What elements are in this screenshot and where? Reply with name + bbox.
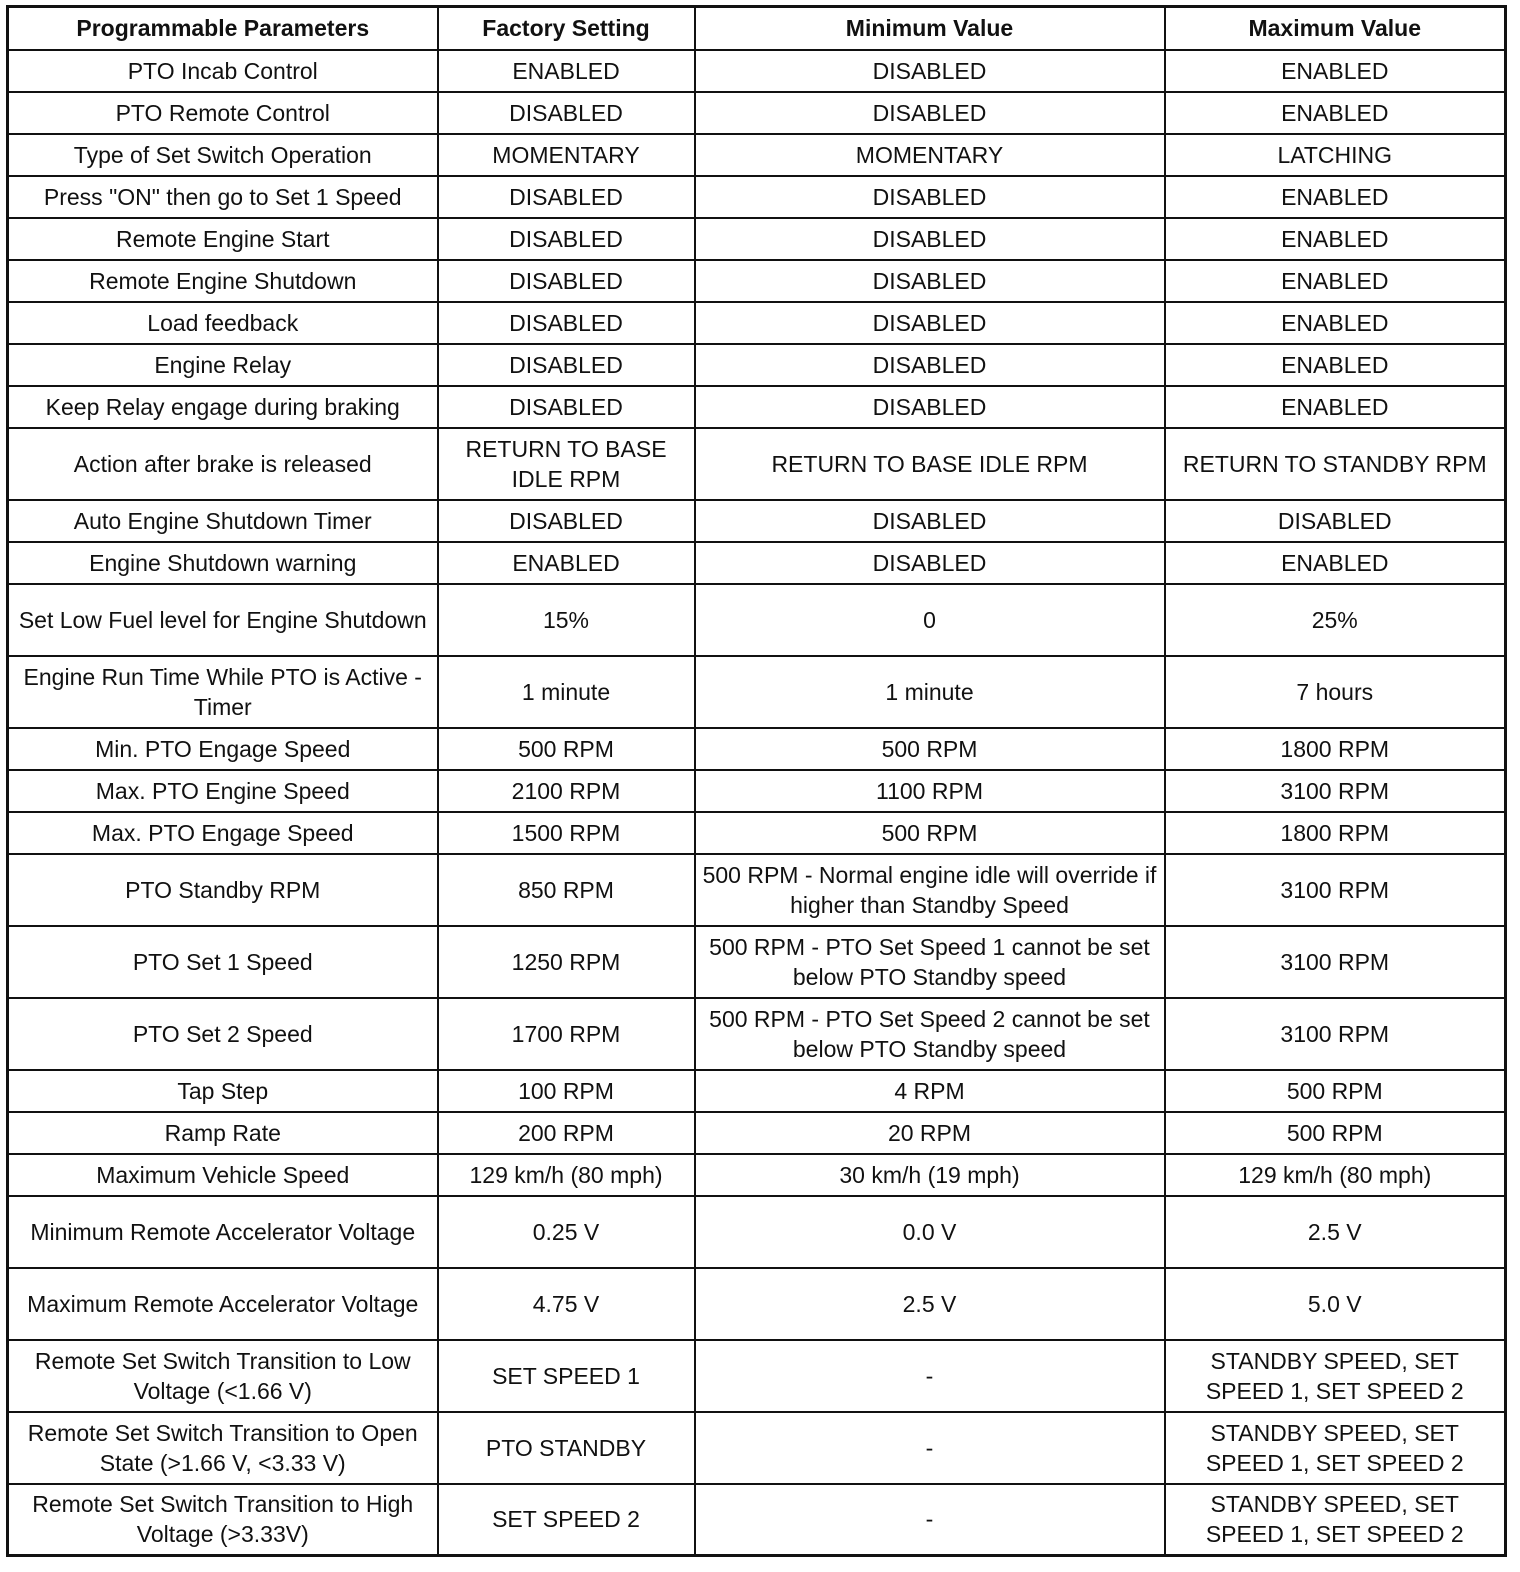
cell-minimum-value: DISABLED — [695, 344, 1165, 386]
cell-minimum-value: 500 RPM — [695, 812, 1165, 854]
cell-minimum-value: 1100 RPM — [695, 770, 1165, 812]
cell-parameter: PTO Remote Control — [8, 92, 438, 134]
cell-factory-setting: DISABLED — [438, 176, 695, 218]
cell-parameter: Keep Relay engage during braking — [8, 386, 438, 428]
table-row — [8, 926, 1506, 998]
cell-maximum-value: 1800 RPM — [1165, 812, 1506, 854]
cell-minimum-value: DISABLED — [695, 92, 1165, 134]
cell-maximum-value: ENABLED — [1165, 344, 1506, 386]
cell-parameter: Min. PTO Engage Speed — [8, 728, 438, 770]
cell-factory-setting: 1 minute — [438, 656, 695, 728]
cell-maximum-value: 3100 RPM — [1165, 998, 1506, 1070]
table-row — [8, 386, 1506, 428]
cell-maximum-value: ENABLED — [1165, 386, 1506, 428]
cell-parameter: Auto Engine Shutdown Timer — [8, 500, 438, 542]
parameter-table-container — [6, 5, 1504, 1557]
cell-maximum-value: ENABLED — [1165, 260, 1506, 302]
table-row — [8, 92, 1506, 134]
header-minimum-value: Minimum Value — [695, 7, 1165, 50]
cell-maximum-value: 129 km/h (80 mph) — [1165, 1154, 1506, 1196]
cell-maximum-value: 3100 RPM — [1165, 926, 1506, 998]
table-row — [8, 542, 1506, 584]
cell-parameter: Ramp Rate — [8, 1112, 438, 1154]
cell-minimum-value: DISABLED — [695, 176, 1165, 218]
cell-factory-setting: DISABLED — [438, 500, 695, 542]
cell-parameter: Minimum Remote Accelerator Voltage — [8, 1196, 438, 1268]
table-row — [8, 134, 1506, 176]
cell-factory-setting: 1500 RPM — [438, 812, 695, 854]
table-row — [8, 500, 1506, 542]
cell-factory-setting: 129 km/h (80 mph) — [438, 1154, 695, 1196]
cell-maximum-value: ENABLED — [1165, 302, 1506, 344]
cell-minimum-value: 2.5 V — [695, 1268, 1165, 1340]
cell-factory-setting: ENABLED — [438, 50, 695, 92]
cell-maximum-value: STANDBY SPEED, SET SPEED 1, SET SPEED 2 — [1165, 1484, 1506, 1556]
cell-maximum-value: STANDBY SPEED, SET SPEED 1, SET SPEED 2 — [1165, 1340, 1506, 1412]
cell-factory-setting: DISABLED — [438, 260, 695, 302]
cell-maximum-value: RETURN TO STANDBY RPM — [1165, 428, 1506, 500]
table-row — [8, 1154, 1506, 1196]
cell-factory-setting: 15% — [438, 584, 695, 656]
cell-factory-setting: 0.25 V — [438, 1196, 695, 1268]
table-row — [8, 344, 1506, 386]
cell-factory-setting: 1700 RPM — [438, 998, 695, 1070]
table-row — [8, 728, 1506, 770]
table-row — [8, 1484, 1506, 1556]
table-row — [8, 428, 1506, 500]
cell-factory-setting: DISABLED — [438, 386, 695, 428]
cell-factory-setting: 4.75 V — [438, 1268, 695, 1340]
cell-maximum-value: ENABLED — [1165, 218, 1506, 260]
cell-parameter: Remote Engine Shutdown — [8, 260, 438, 302]
cell-parameter: Press "ON" then go to Set 1 Speed — [8, 176, 438, 218]
cell-parameter: Set Low Fuel level for Engine Shutdown — [8, 584, 438, 656]
cell-minimum-value: 4 RPM — [695, 1070, 1165, 1112]
table-row — [8, 1196, 1506, 1268]
cell-factory-setting: MOMENTARY — [438, 134, 695, 176]
cell-parameter: PTO Incab Control — [8, 50, 438, 92]
cell-maximum-value: ENABLED — [1165, 50, 1506, 92]
cell-parameter: PTO Standby RPM — [8, 854, 438, 926]
cell-parameter: Engine Run Time While PTO is Active - Timer — [8, 656, 438, 728]
cell-minimum-value: - — [695, 1484, 1165, 1556]
cell-factory-setting: ENABLED — [438, 542, 695, 584]
cell-factory-setting: SET SPEED 1 — [438, 1340, 695, 1412]
table-header-row — [8, 7, 1506, 50]
cell-maximum-value: 1800 RPM — [1165, 728, 1506, 770]
cell-parameter: Remote Set Switch Transition to Open State (>1.66 V, <3.33 V) — [8, 1412, 438, 1484]
cell-minimum-value: 500 RPM — [695, 728, 1165, 770]
cell-maximum-value: ENABLED — [1165, 92, 1506, 134]
cell-maximum-value: 500 RPM — [1165, 1070, 1506, 1112]
cell-parameter: Max. PTO Engine Speed — [8, 770, 438, 812]
cell-minimum-value: DISABLED — [695, 50, 1165, 92]
cell-parameter: Remote Set Switch Transition to High Voltage (>3.33V) — [8, 1484, 438, 1556]
cell-factory-setting: 100 RPM — [438, 1070, 695, 1112]
table-row — [8, 812, 1506, 854]
cell-parameter: Type of Set Switch Operation — [8, 134, 438, 176]
cell-minimum-value: DISABLED — [695, 386, 1165, 428]
cell-minimum-value: 0 — [695, 584, 1165, 656]
cell-parameter: Tap Step — [8, 1070, 438, 1112]
table-row — [8, 584, 1506, 656]
cell-factory-setting: 850 RPM — [438, 854, 695, 926]
header-parameter: Programmable Parameters — [8, 7, 438, 50]
table-row — [8, 656, 1506, 728]
cell-maximum-value: STANDBY SPEED, SET SPEED 1, SET SPEED 2 — [1165, 1412, 1506, 1484]
cell-parameter: PTO Set 2 Speed — [8, 998, 438, 1070]
cell-minimum-value: DISABLED — [695, 218, 1165, 260]
cell-factory-setting: DISABLED — [438, 218, 695, 260]
header-maximum-value: Maximum Value — [1165, 7, 1506, 50]
cell-maximum-value: 25% — [1165, 584, 1506, 656]
cell-factory-setting: 500 RPM — [438, 728, 695, 770]
cell-maximum-value: 3100 RPM — [1165, 854, 1506, 926]
table-row — [8, 1070, 1506, 1112]
cell-maximum-value: LATCHING — [1165, 134, 1506, 176]
table-row — [8, 260, 1506, 302]
cell-maximum-value: ENABLED — [1165, 176, 1506, 218]
cell-minimum-value: 1 minute — [695, 656, 1165, 728]
table-row — [8, 1112, 1506, 1154]
cell-parameter: Maximum Remote Accelerator Voltage — [8, 1268, 438, 1340]
cell-minimum-value: 500 RPM - PTO Set Speed 2 cannot be set below PTO Standby speed — [695, 998, 1165, 1070]
cell-factory-setting: PTO STANDBY — [438, 1412, 695, 1484]
cell-maximum-value: 5.0 V — [1165, 1268, 1506, 1340]
table-body — [8, 50, 1506, 1556]
table-row — [8, 218, 1506, 260]
cell-minimum-value: DISABLED — [695, 302, 1165, 344]
cell-minimum-value: 500 RPM - PTO Set Speed 1 cannot be set below PTO Standby speed — [695, 926, 1165, 998]
cell-factory-setting: 1250 RPM — [438, 926, 695, 998]
cell-maximum-value: 500 RPM — [1165, 1112, 1506, 1154]
cell-minimum-value: 500 RPM - Normal engine idle will override if higher than Standby Speed — [695, 854, 1165, 926]
cell-parameter: Load feedback — [8, 302, 438, 344]
table-row — [8, 176, 1506, 218]
table-row — [8, 770, 1506, 812]
cell-maximum-value: 3100 RPM — [1165, 770, 1506, 812]
cell-parameter: Engine Relay — [8, 344, 438, 386]
cell-parameter: Max. PTO Engage Speed — [8, 812, 438, 854]
table-row — [8, 50, 1506, 92]
cell-minimum-value: 30 km/h (19 mph) — [695, 1154, 1165, 1196]
table-row — [8, 302, 1506, 344]
cell-factory-setting: RETURN TO BASE IDLE RPM — [438, 428, 695, 500]
table-row — [8, 998, 1506, 1070]
cell-minimum-value: - — [695, 1340, 1165, 1412]
cell-parameter: Remote Engine Start — [8, 218, 438, 260]
cell-minimum-value: DISABLED — [695, 260, 1165, 302]
cell-minimum-value: 20 RPM — [695, 1112, 1165, 1154]
table-row — [8, 1340, 1506, 1412]
cell-minimum-value: - — [695, 1412, 1165, 1484]
cell-factory-setting: 200 RPM — [438, 1112, 695, 1154]
cell-parameter: Remote Set Switch Transition to Low Voltage (<1.66 V) — [8, 1340, 438, 1412]
table-row — [8, 1268, 1506, 1340]
cell-parameter: Maximum Vehicle Speed — [8, 1154, 438, 1196]
programmable-parameters-table — [6, 5, 1507, 1557]
cell-factory-setting: DISABLED — [438, 344, 695, 386]
cell-parameter: Engine Shutdown warning — [8, 542, 438, 584]
table-row — [8, 854, 1506, 926]
table-row — [8, 1412, 1506, 1484]
cell-minimum-value: DISABLED — [695, 542, 1165, 584]
cell-maximum-value: 7 hours — [1165, 656, 1506, 728]
header-factory-setting: Factory Setting — [438, 7, 695, 50]
cell-factory-setting: SET SPEED 2 — [438, 1484, 695, 1556]
cell-minimum-value: MOMENTARY — [695, 134, 1165, 176]
cell-maximum-value: DISABLED — [1165, 500, 1506, 542]
cell-minimum-value: 0.0 V — [695, 1196, 1165, 1268]
cell-maximum-value: ENABLED — [1165, 542, 1506, 584]
cell-parameter: PTO Set 1 Speed — [8, 926, 438, 998]
cell-parameter: Action after brake is released — [8, 428, 438, 500]
cell-minimum-value: RETURN TO BASE IDLE RPM — [695, 428, 1165, 500]
cell-maximum-value: 2.5 V — [1165, 1196, 1506, 1268]
cell-factory-setting: DISABLED — [438, 92, 695, 134]
cell-factory-setting: 2100 RPM — [438, 770, 695, 812]
cell-minimum-value: DISABLED — [695, 500, 1165, 542]
cell-factory-setting: DISABLED — [438, 302, 695, 344]
